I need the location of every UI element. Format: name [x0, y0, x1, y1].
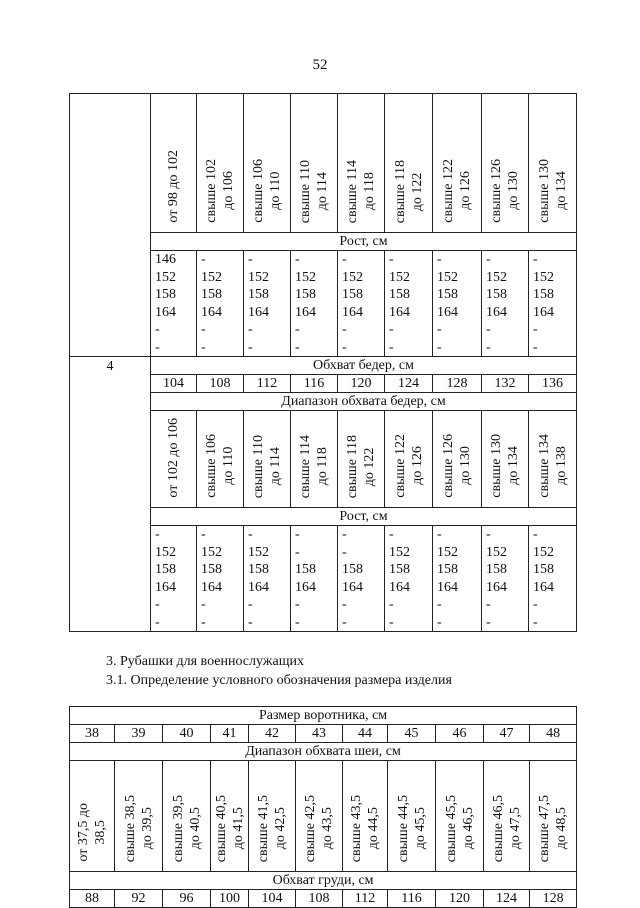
height-list: - 152 158 164 - - [151, 526, 197, 632]
neck-range-cell: свыше 45,5 до 46,5 [436, 761, 484, 872]
neck-range-cell: свыше 46,5 до 47,5 [484, 761, 530, 872]
collar-header: Размер воротника, см [70, 707, 577, 725]
hip-value: 108 [197, 375, 244, 393]
height-list: - 152 158 164 - - [433, 251, 482, 357]
collar-size: 44 [343, 725, 388, 743]
collar-size: 39 [115, 725, 163, 743]
height-list: - 152 158 164 - - [529, 251, 577, 357]
height-list: - 152 158 164 - - [197, 526, 244, 632]
size-table-hips [69, 93, 577, 632]
collar-size: 42 [249, 725, 296, 743]
range-cell: свыше 130 до 134 [482, 411, 529, 508]
range-cell: свыше 114 до 118 [291, 411, 338, 508]
height-list: 146 152 158 164 - - [151, 251, 197, 357]
range-cell: свыше 106 до 110 [244, 94, 291, 233]
hip-value: 116 [291, 375, 338, 393]
hip-value: 128 [433, 375, 482, 393]
height-list: - 152 158 164 - - [244, 526, 291, 632]
neck-range-cell: свыше 40,5 до 41,5 [211, 761, 249, 872]
range-cell: свыше 130 до 134 [529, 94, 577, 233]
hip-header: Обхват бедер, см [151, 357, 577, 375]
height-list: - 152 158 164 - - [482, 526, 529, 632]
neck-range-cell: свыше 38,5 до 39,5 [115, 761, 163, 872]
chest-value: 108 [296, 890, 343, 908]
range-cell: свыше 122 до 126 [385, 411, 433, 508]
height-list: - 152 158 164 - - [529, 526, 577, 632]
hip-range-header: Диапазон обхвата бедер, см [151, 393, 577, 411]
neck-range-cell: свыше 41,5 до 42,5 [249, 761, 296, 872]
chest-value: 124 [484, 890, 530, 908]
range-cell: свыше 126 до 130 [482, 94, 529, 233]
range-cell: свыше 114 до 118 [338, 94, 385, 233]
neck-range-cell: свыше 47,5 до 48,5 [530, 761, 577, 872]
range-cell: свыше 122 до 126 [433, 94, 482, 233]
chest-value: 92 [115, 890, 163, 908]
subsection-title: 3.1. Определение условного обозначения размера изделия [106, 673, 452, 688]
hip-value: 112 [244, 375, 291, 393]
height-header: Рост, см [151, 508, 577, 526]
hip-value: 104 [151, 375, 197, 393]
height-list: - 152 158 164 - - [385, 526, 433, 632]
hip-value: 136 [529, 375, 577, 393]
height-header: Рост, см [151, 233, 577, 251]
range-cell: от 98 до 102 [151, 94, 197, 233]
neck-range-cell: от 37,5 до 38,5 [70, 761, 115, 872]
collar-size: 45 [388, 725, 436, 743]
shirt-size-table [69, 706, 577, 908]
range-cell: свыше 102 до 106 [197, 94, 244, 233]
hip-value: 132 [482, 375, 529, 393]
range-cell: свыше 118 до 122 [338, 411, 385, 508]
height-list: - - 158 164 - - [338, 526, 385, 632]
height-list: - - 158 164 - - [291, 526, 338, 632]
range-cell: свыше 110 до 114 [244, 411, 291, 508]
collar-size: 46 [436, 725, 484, 743]
collar-size: 40 [163, 725, 211, 743]
chest-value: 120 [436, 890, 484, 908]
range-cell: свыше 134 до 138 [529, 411, 577, 508]
chest-value: 112 [343, 890, 388, 908]
page-number: 52 [312, 57, 328, 73]
range-cell: свыше 110 до 114 [291, 94, 338, 233]
neck-range-cell: свыше 39,5 до 40,5 [163, 761, 211, 872]
range-cell: свыше 126 до 130 [433, 411, 482, 508]
collar-size: 41 [211, 725, 249, 743]
neck-range-cell: свыше 43,5 до 44,5 [343, 761, 388, 872]
collar-size: 43 [296, 725, 343, 743]
row-number: 4 [70, 357, 151, 632]
height-list: - 152 158 164 - - [197, 251, 244, 357]
height-list: - 152 158 164 - - [433, 526, 482, 632]
height-list: - 152 158 164 - - [385, 251, 433, 357]
empty-cell [70, 233, 151, 357]
neck-range-header: Диапазон обхвата шеи, см [70, 743, 577, 761]
height-list: - 152 158 164 - - [291, 251, 338, 357]
hip-value: 124 [385, 375, 433, 393]
collar-size: 47 [484, 725, 530, 743]
height-list: - 152 158 164 - - [482, 251, 529, 357]
range-cell: свыше 106 до 110 [197, 411, 244, 508]
chest-value: 104 [249, 890, 296, 908]
range-cell: от 102 до 106 [151, 411, 197, 508]
height-list: - 152 158 164 - - [338, 251, 385, 357]
empty-cell [70, 94, 151, 233]
neck-range-cell: свыше 44,5 до 45,5 [388, 761, 436, 872]
chest-value: 96 [163, 890, 211, 908]
collar-size: 38 [70, 725, 115, 743]
hip-value: 120 [338, 375, 385, 393]
chest-value: 100 [211, 890, 249, 908]
collar-size: 48 [530, 725, 577, 743]
chest-header: Обхват груди, см [70, 872, 577, 890]
range-cell: свыше 118 до 122 [385, 94, 433, 233]
section-title: 3. Рубашки для военнослужащих [106, 654, 304, 669]
neck-range-cell: свыше 42,5 до 43,5 [296, 761, 343, 872]
height-list: - 152 158 164 - - [244, 251, 291, 357]
chest-value: 88 [70, 890, 115, 908]
chest-value: 116 [388, 890, 436, 908]
chest-value: 128 [530, 890, 577, 908]
